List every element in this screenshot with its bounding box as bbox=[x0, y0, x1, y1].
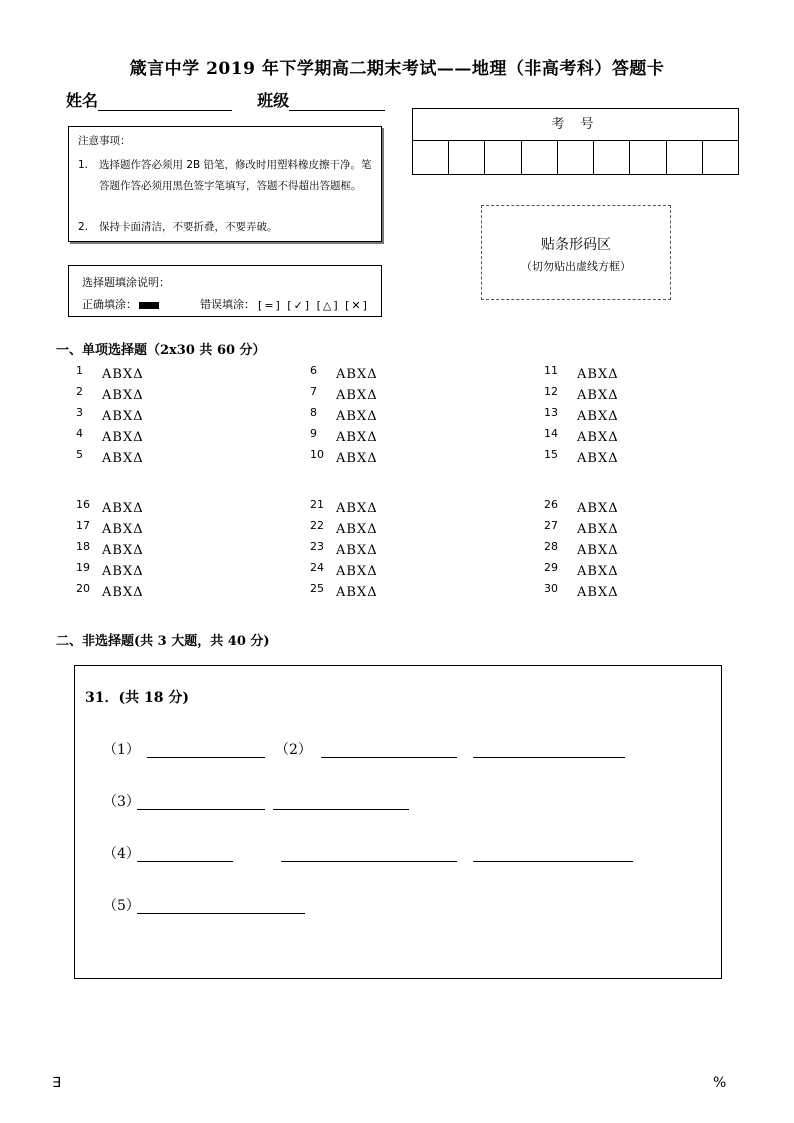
exam-number-cell[interactable] bbox=[448, 141, 484, 174]
answer-options[interactable]: ABXΔ bbox=[577, 451, 619, 466]
exam-number-label: 考 号 bbox=[413, 109, 738, 141]
barcode-title: 贴条形码区 bbox=[541, 237, 611, 253]
q31-part-2-blank-b[interactable] bbox=[473, 757, 625, 758]
answer-options[interactable]: ABXΔ bbox=[102, 585, 144, 600]
notice-item-text: 保持卡面清洁，不要折叠，不要弄破。 bbox=[99, 221, 278, 233]
q31-part-3-blank-b[interactable] bbox=[273, 809, 409, 810]
footer-left-mark: ∃ bbox=[52, 1075, 61, 1091]
notice-item-number: 1. bbox=[78, 159, 89, 171]
question-number: 25 bbox=[310, 582, 324, 595]
page-title: 箴言中学 2019 年下学期高二期末考试——地理（非高考科）答题卡 bbox=[129, 59, 665, 79]
answer-options[interactable]: ABXΔ bbox=[577, 430, 619, 445]
student-info-row bbox=[66, 88, 385, 111]
answer-options[interactable]: ABXΔ bbox=[336, 522, 378, 537]
correct-fill-label: 正确填涂： bbox=[82, 298, 137, 311]
fill-guide-box bbox=[68, 265, 382, 317]
question-number: 19 bbox=[76, 561, 90, 574]
notice-box bbox=[68, 126, 382, 242]
answer-options[interactable]: ABXΔ bbox=[336, 409, 378, 424]
question-number: 6 bbox=[310, 364, 317, 377]
fill-guide-heading: 选择题填涂说明： bbox=[82, 276, 170, 289]
question-number: 18 bbox=[76, 540, 90, 553]
q31-part-5-label: （5） bbox=[103, 898, 140, 914]
answer-options[interactable]: ABXΔ bbox=[102, 367, 144, 382]
question-number: 11 bbox=[544, 364, 558, 377]
question-number: 24 bbox=[310, 561, 324, 574]
q31-part-4-label: （4） bbox=[103, 846, 140, 862]
question-number: 13 bbox=[544, 406, 558, 419]
q31-part-2-label: （2） bbox=[275, 742, 312, 758]
question-number: 20 bbox=[76, 582, 90, 595]
notice-item-number: 2. bbox=[78, 221, 89, 233]
question-number: 7 bbox=[310, 385, 317, 398]
section1-title: 一、单项选择题（2x30 共 60 分） bbox=[56, 343, 266, 358]
answer-options[interactable]: ABXΔ bbox=[336, 451, 378, 466]
barcode-note: （切勿贴出虚线方框） bbox=[521, 260, 631, 273]
q31-part-4-blank-c[interactable] bbox=[473, 861, 633, 862]
section2-title: 二、非选择题(共 3 大题，共 40 分) bbox=[56, 634, 270, 649]
question-number: 26 bbox=[544, 498, 558, 511]
question-number: 27 bbox=[544, 519, 558, 532]
q31-part-4-blank-b[interactable] bbox=[281, 861, 457, 862]
fill-guide-row bbox=[82, 296, 369, 312]
barcode-area bbox=[481, 205, 671, 300]
question-number: 14 bbox=[544, 427, 558, 440]
answer-options[interactable]: ABXΔ bbox=[577, 409, 619, 424]
answer-options[interactable]: ABXΔ bbox=[102, 451, 144, 466]
q31-part-5-blank[interactable] bbox=[137, 913, 305, 914]
exam-number-cell[interactable] bbox=[702, 141, 738, 174]
answer-options[interactable]: ABXΔ bbox=[577, 585, 619, 600]
answer-options[interactable]: ABXΔ bbox=[102, 522, 144, 537]
answer-options[interactable]: ABXΔ bbox=[102, 430, 144, 445]
exam-number-cell[interactable] bbox=[593, 141, 629, 174]
answer-options[interactable]: ABXΔ bbox=[102, 501, 144, 516]
q31-part-2-blank-a[interactable] bbox=[321, 757, 457, 758]
correct-fill-mark bbox=[139, 302, 159, 309]
exam-number-cells bbox=[413, 141, 738, 174]
question-number: 3 bbox=[76, 406, 83, 419]
q31-part-1-blank[interactable] bbox=[147, 757, 265, 758]
question-number: 15 bbox=[544, 448, 558, 461]
answer-options[interactable]: ABXΔ bbox=[577, 564, 619, 579]
question-number: 4 bbox=[76, 427, 83, 440]
question-number: 5 bbox=[76, 448, 83, 461]
q31-answer-box bbox=[74, 665, 722, 979]
q31-part-3-label: （3） bbox=[103, 794, 140, 810]
answer-options[interactable]: ABXΔ bbox=[577, 501, 619, 516]
answer-options[interactable]: ABXΔ bbox=[102, 409, 144, 424]
exam-number-cell[interactable] bbox=[413, 141, 448, 174]
question-number: 28 bbox=[544, 540, 558, 553]
exam-number-cell[interactable] bbox=[484, 141, 520, 174]
question-number: 29 bbox=[544, 561, 558, 574]
exam-number-cell[interactable] bbox=[666, 141, 702, 174]
notice-heading: 注意事项： bbox=[78, 135, 131, 147]
answer-options[interactable]: ABXΔ bbox=[336, 564, 378, 579]
answer-options[interactable]: ABXΔ bbox=[102, 543, 144, 558]
exam-number-cell[interactable] bbox=[557, 141, 593, 174]
answer-options[interactable]: ABXΔ bbox=[336, 585, 378, 600]
footer-right-mark: % bbox=[713, 1075, 727, 1091]
question-number: 21 bbox=[310, 498, 324, 511]
q31-title: 31．(共 18 分) bbox=[85, 690, 189, 706]
exam-number-box bbox=[412, 108, 739, 175]
question-number: 2 bbox=[76, 385, 83, 398]
name-label: 姓名 bbox=[66, 91, 99, 110]
wrong-fill-label: 错误填涂： bbox=[200, 298, 255, 311]
question-number: 22 bbox=[310, 519, 324, 532]
question-number: 23 bbox=[310, 540, 324, 553]
answer-options[interactable]: ABXΔ bbox=[336, 501, 378, 516]
wrong-fill-marks: [=] [✓] [△] [✕] bbox=[258, 298, 369, 312]
question-number: 17 bbox=[76, 519, 90, 532]
answer-options[interactable]: ABXΔ bbox=[577, 522, 619, 537]
class-label: 班级 bbox=[257, 91, 290, 110]
answer-options[interactable]: ABXΔ bbox=[102, 388, 144, 403]
question-number: 30 bbox=[544, 582, 558, 595]
answer-options[interactable]: ABXΔ bbox=[102, 564, 144, 579]
answer-options[interactable]: ABXΔ bbox=[577, 543, 619, 558]
answer-options[interactable]: ABXΔ bbox=[336, 543, 378, 558]
question-number: 16 bbox=[76, 498, 90, 511]
name-field[interactable] bbox=[98, 94, 232, 111]
question-number: 8 bbox=[310, 406, 317, 419]
q31-part-3-blank-a[interactable] bbox=[137, 809, 265, 810]
notice-item-text: 选择题作答必须用 2B 铅笔，修改时用塑料橡皮擦干净。笔答题作答必须用黑色签字笔填写，答题不得超出答题框。 bbox=[99, 159, 372, 192]
answer-options[interactable]: ABXΔ bbox=[336, 388, 378, 403]
exam-number-cell[interactable] bbox=[521, 141, 557, 174]
class-field[interactable] bbox=[289, 94, 385, 111]
question-number: 10 bbox=[310, 448, 324, 461]
answer-options[interactable]: ABXΔ bbox=[336, 367, 378, 382]
answer-options[interactable]: ABXΔ bbox=[577, 367, 619, 382]
exam-number-cell[interactable] bbox=[629, 141, 665, 174]
answer-options[interactable]: ABXΔ bbox=[336, 430, 378, 445]
answer-options[interactable]: ABXΔ bbox=[577, 388, 619, 403]
q31-part-1-label: （1） bbox=[103, 742, 140, 758]
q31-part-4-blank-a[interactable] bbox=[137, 861, 233, 862]
question-number: 12 bbox=[544, 385, 558, 398]
question-number: 9 bbox=[310, 427, 317, 440]
question-number: 1 bbox=[76, 364, 83, 377]
